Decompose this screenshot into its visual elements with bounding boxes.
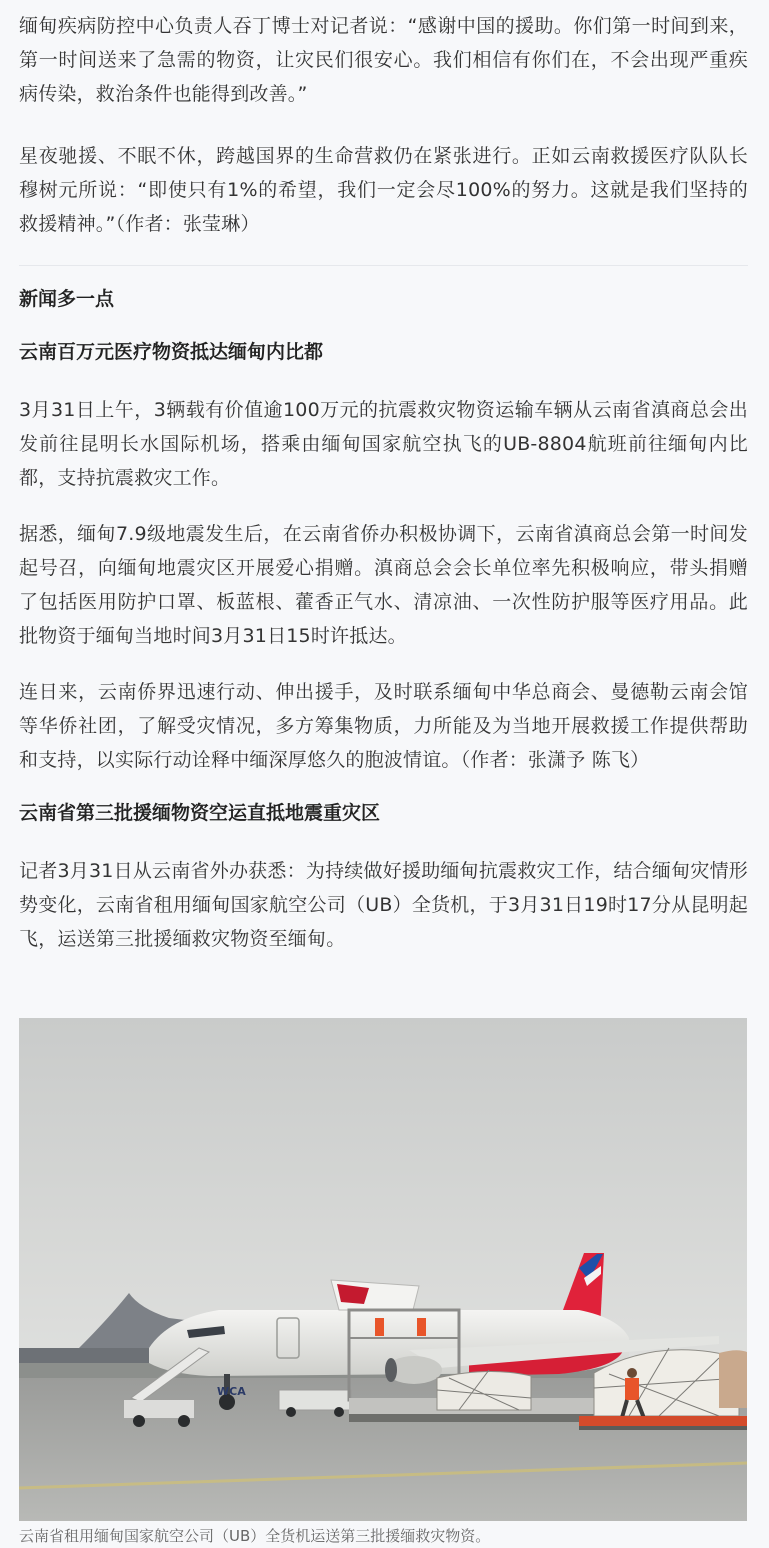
aircraft-registration: WCA <box>217 1385 246 1398</box>
article-body <box>19 0 748 1545</box>
article-paragraph: 星夜驰援、不眠不休，跨越国界的生命营救仍在紧张进行。正如云南救援医疗队队长穆树元所说：“即使只有1%的希望，我们一定会尽100%的努力。这就是我们坚持的救援精神。”（作者：张莹琳） <box>19 145 748 235</box>
photo-caption: 云南省租用缅甸国家航空公司（UB）全货机运送第三批援缅救灾物资。 <box>19 1527 491 1545</box>
article-paragraph: 记者3月31日从云南省外办获悉：为持续做好援助缅甸抗震救灾工作，结合缅甸灾情形势变化，云南省租用缅甸国家航空公司（UB）全货机，于3月31日19时17分从昆明起飞，运送第三批援缅救灾物资至缅甸。 <box>19 860 748 950</box>
cargo-plane-photo <box>19 1018 747 1521</box>
article-paragraph: 据悉，缅甸7.9级地震发生后，在云南省侨办积极协调下，云南省滇商总会第一时间发起号召，向缅甸地震灾区开展爱心捐赠。滇商总会会长单位率先积极响应，带头捐赠了包括医用防护口罩、板蓝根、藿香正气水、清凉油、一次性防护服等医疗用品。此批物资于缅甸当地时间3月31日15时许抵达。 <box>19 523 748 647</box>
article-paragraph: 缅甸疾病防控中心负责人吞丁博士对记者说：“感谢中国的援助。你们第一时间到来，第一时间送来了急需的物资，让灾民们很安心。我们相信有你们在，不会出现严重疾病传染，救治条件也能得到改善。” <box>19 15 748 105</box>
article-paragraph: 3月31日上午，3辆载有价值逾100万元的抗震救灾物资运输车辆从云南省滇商总会出发前往昆明长水国际机场，搭乘由缅甸国家航空执飞的UB-8804航班前往缅甸内比都，支持抗震救灾工作。 <box>19 399 748 489</box>
section-title: 云南省第三批援缅物资空运直抵地震重灾区 <box>19 802 381 824</box>
section-title: 云南百万元医疗物资抵达缅甸内比都 <box>19 341 324 363</box>
article-paragraph: 连日来，云南侨界迅速行动、伸出援手，及时联系缅甸中华总商会、曼德勒云南会馆等华侨社团，了解受灾情况，多方筹集物质，力所能及为当地开展救援工作提供帮助和支持，以实际行动诠释中缅深厚悠久的胞波情谊。（作者：张潇予 陈飞） <box>19 681 748 771</box>
news-more-heading: 新闻多一点 <box>19 288 115 310</box>
cargo-plane-illustration <box>19 1018 747 1521</box>
